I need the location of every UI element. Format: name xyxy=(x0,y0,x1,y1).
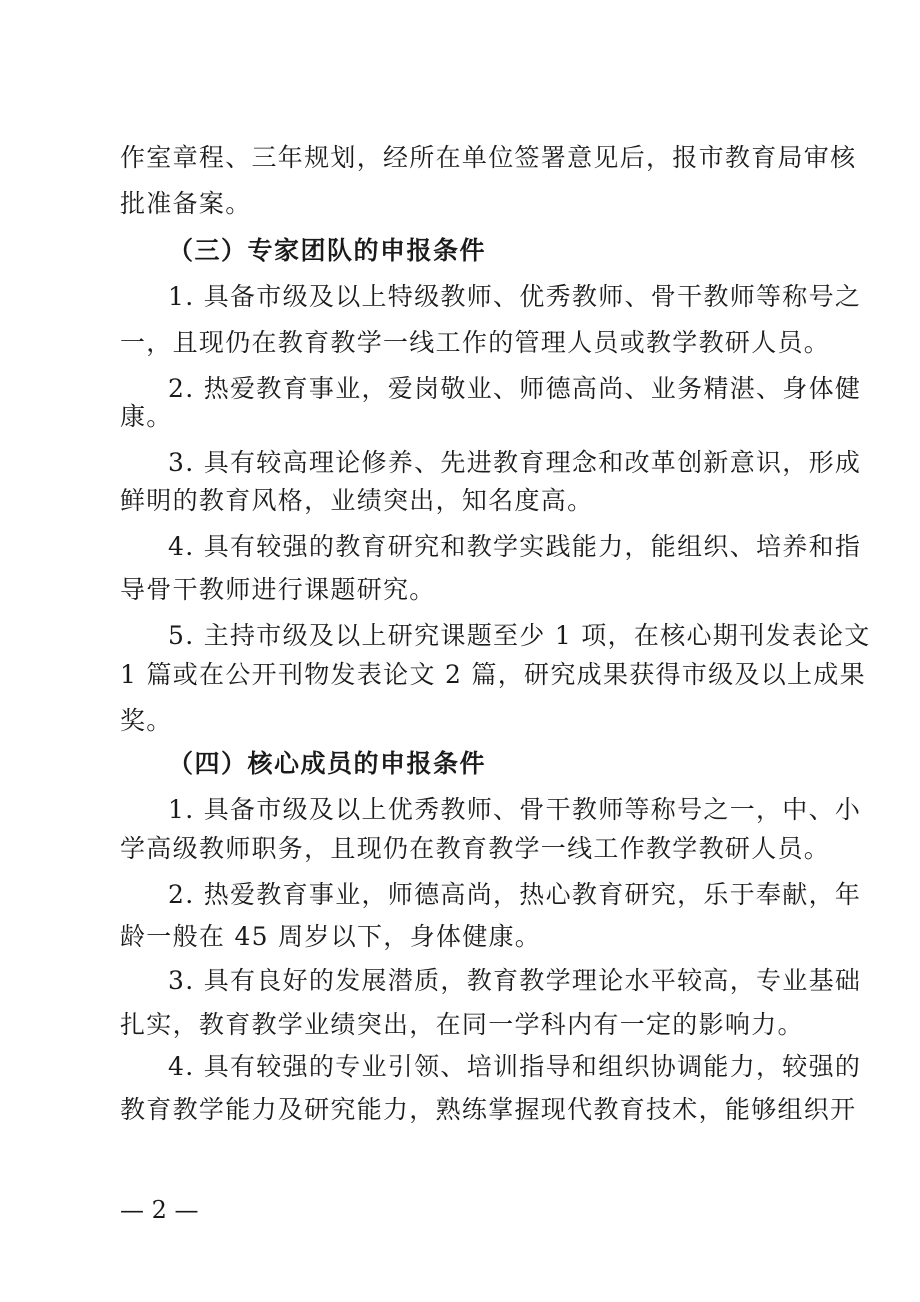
paragraph-line: 5. 主持市级及以上研究课题至少 1 项，在核心期刊发表论文 xyxy=(168,621,871,650)
paragraph-line: 批准备案。 xyxy=(120,189,252,218)
paragraph-line: 学高级教师职务，且现仍在教育教学一线工作教学教研人员。 xyxy=(120,834,831,863)
paragraph-line: 一，且现仍在教育教学一线工作的管理人员或教学教研人员。 xyxy=(120,328,831,357)
paragraph-line: 3. 具有较高理论修养、先进教育理念和改革创新意识，形成 xyxy=(168,448,862,477)
paragraph-line: 康。 xyxy=(120,402,173,431)
paragraph-line: 3. 具有良好的发展潜质，教育教学理论水平较高，专业基础 xyxy=(168,966,862,995)
paragraph-line: 教育教学能力及研究能力，熟练掌握现代教育技术，能够组织开 xyxy=(120,1095,857,1124)
paragraph-line: 1. 具备市级及以上优秀教师、骨干教师等称号之一，中、小 xyxy=(168,795,862,824)
paragraph-line: 4. 具有较强的教育研究和教学实践能力，能组织、培养和指 xyxy=(168,532,862,561)
section-heading-4: （四）核心成员的申报条件 xyxy=(168,749,487,778)
paragraph-line: 导骨干教师进行课题研究。 xyxy=(120,575,436,604)
paragraph-line: 1. 具备市级及以上特级教师、优秀教师、骨干教师等称号之 xyxy=(168,282,862,311)
page-number: — 2 — xyxy=(120,1196,199,1224)
paragraph-line: 2. 热爱教育事业，爱岗敬业、师德高尚、业务精湛、身体健 xyxy=(168,374,862,403)
paragraph-line: 龄一般在 45 周岁以下，身体健康。 xyxy=(120,922,542,951)
paragraph-line: 1 篇或在公开刊物发表论文 2 篇，研究成果获得市级及以上成果 xyxy=(120,660,866,689)
paragraph-line: 2. 热爱教育事业，师德高尚，热心教育研究，乐于奉献，年 xyxy=(168,880,862,909)
paragraph-line: 扎实，教育教学业绩突出，在同一学科内有一定的影响力。 xyxy=(120,1010,804,1039)
paragraph-line: 4. 具有较强的专业引领、培训指导和组织协调能力，较强的 xyxy=(168,1052,862,1081)
section-heading-3: （三）专家团队的申报条件 xyxy=(168,236,487,265)
paragraph-line: 作室章程、三年规划，经所在单位签署意见后，报市教育局审核 xyxy=(120,143,857,172)
paragraph-line: 奖。 xyxy=(120,706,173,735)
paragraph-line: 鲜明的教育风格，业绩突出，知名度高。 xyxy=(120,486,594,515)
